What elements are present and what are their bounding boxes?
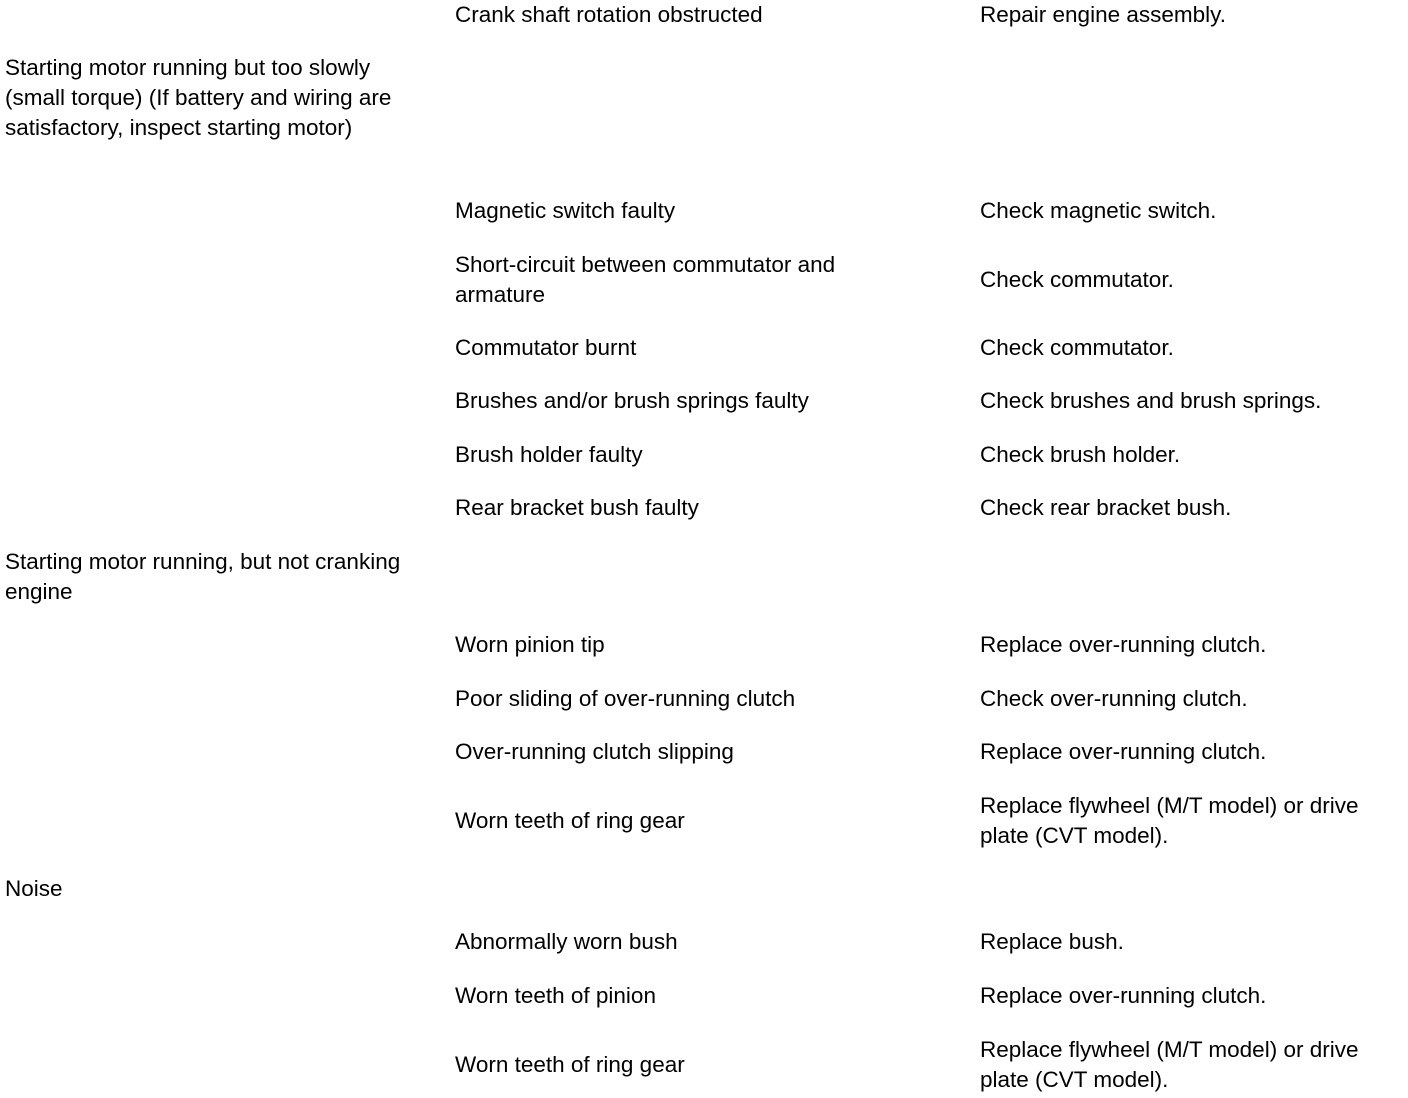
remedy-cell: Check magnetic switch. — [980, 198, 1217, 223]
remedy-cell: Replace over-running clutch. — [980, 632, 1267, 657]
cause-cell: Worn teeth of ring gear — [455, 808, 685, 833]
symptom-cell — [5, 630, 415, 660]
table-row — [0, 684, 1408, 714]
table-row — [0, 791, 1408, 851]
symptom-cell — [5, 737, 415, 767]
symptom-cell — [5, 440, 415, 470]
cause-cell: Short-circuit between commutator and armature — [455, 252, 836, 307]
symptom-cell — [5, 493, 415, 523]
cause-cell: Abnormally worn bush — [455, 929, 678, 954]
remedy-cell: Check rear bracket bush. — [980, 495, 1232, 520]
remedy-cell: Repair engine assembly. — [980, 2, 1226, 27]
cause-cell — [455, 874, 925, 904]
remedy-cell: Replace over-running clutch. — [980, 739, 1267, 764]
symptom-cell — [5, 196, 415, 226]
table-row — [0, 1035, 1408, 1095]
remedy-cell: Check commutator. — [980, 335, 1174, 360]
table-row — [0, 630, 1408, 660]
table-row — [0, 981, 1408, 1011]
cause-cell: Poor sliding of over-running clutch — [455, 686, 796, 711]
cause-cell: Crank shaft rotation obstructed — [455, 2, 763, 27]
cause-cell: Over-running clutch slipping — [455, 739, 734, 764]
table-row — [0, 927, 1408, 957]
remedy-cell: Replace over-running clutch. — [980, 983, 1267, 1008]
cause-cell: Worn teeth of ring gear — [455, 1052, 685, 1077]
symptom-cell — [5, 333, 415, 363]
remedy-cell: Check brush holder. — [980, 442, 1181, 467]
table-row — [0, 0, 1408, 30]
symptom-cell — [5, 684, 415, 714]
cause-cell: Brush holder faulty — [455, 442, 643, 467]
remedy-cell — [980, 547, 1408, 607]
symptom-cell — [5, 1035, 415, 1095]
remedy-cell — [980, 874, 1408, 904]
symptom-cell: Starting motor running, but not cranking engine — [5, 549, 401, 604]
table-row — [0, 196, 1408, 226]
cause-cell: Commutator burnt — [455, 335, 637, 360]
cause-cell — [455, 547, 925, 607]
symptom-cell: Noise — [5, 876, 63, 901]
table-row — [0, 493, 1408, 523]
symptom-cell — [5, 250, 415, 310]
remedy-cell: Check over-running clutch. — [980, 686, 1248, 711]
cause-cell: Worn pinion tip — [455, 632, 605, 657]
symptom-cell: Starting motor running but too slowly (small torque) (If battery and wiring are satisfactory, inspect starting motor) — [5, 55, 392, 140]
remedy-cell: Replace flywheel (M/T model) or drive plate (CVT model). — [980, 1037, 1359, 1092]
remedy-cell: Replace bush. — [980, 929, 1124, 954]
table-row — [0, 440, 1408, 470]
table-row — [0, 53, 1408, 173]
cause-cell: Rear bracket bush faulty — [455, 495, 699, 520]
symptom-cell — [5, 386, 415, 416]
remedy-cell: Check commutator. — [980, 267, 1174, 292]
table-row — [0, 333, 1408, 363]
remedy-cell: Replace flywheel (M/T model) or drive plate (CVT model). — [980, 793, 1359, 848]
table-row — [0, 386, 1408, 416]
cause-cell: Magnetic switch faulty — [455, 198, 676, 223]
symptom-cell — [5, 791, 415, 851]
symptom-cell — [5, 927, 415, 957]
remedy-cell: Check brushes and brush springs. — [980, 388, 1322, 413]
cause-cell — [455, 53, 925, 173]
symptom-cell — [5, 981, 415, 1011]
table-row — [0, 547, 1408, 607]
remedy-cell — [980, 53, 1408, 173]
table-row — [0, 874, 1408, 904]
table-row — [0, 737, 1408, 767]
symptom-cell — [5, 0, 415, 30]
cause-cell: Brushes and/or brush springs faulty — [455, 388, 809, 413]
cause-cell: Worn teeth of pinion — [455, 983, 656, 1008]
table-row — [0, 250, 1408, 310]
